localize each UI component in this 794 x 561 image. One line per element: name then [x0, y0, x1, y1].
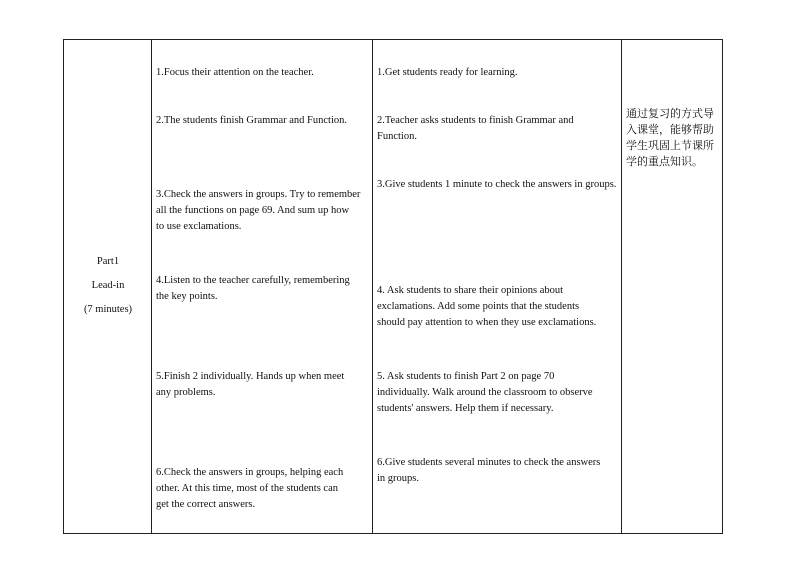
- part-cell: [64, 250, 152, 322]
- student-activity-3: 3.Check the answers in groups. Try to remember all the functions on page 69. And sum up how to use exclamations.: [156, 189, 361, 232]
- student-activity-2: 2.The students finish Grammar and Function.: [156, 115, 348, 126]
- lesson-plan-table: [63, 39, 723, 534]
- column-divider: [621, 40, 622, 533]
- student-activity-6: 6.Check the answers in groups, helping each other. At this time, most of the students can get the correct answers.: [156, 467, 344, 510]
- design-intent-text: 通过复习的方式导 入课堂，能够帮助 学生巩固上节课所 学的重点知识。: [626, 107, 714, 168]
- teacher-activity-5: 5. Ask students to finish Part 2 on page 70 individually. Walk around the classroom to observe students' answers. Help them if necessary.: [377, 371, 593, 414]
- teacher-activity-3: 3.Give students 1 minute to check the answers in groups.: [377, 179, 617, 190]
- part-subtitle: Lead-in: [91, 280, 125, 291]
- part-title: Part1: [96, 256, 120, 267]
- teacher-activity-2: 2.Teacher asks students to finish Grammar and Function.: [377, 115, 574, 142]
- student-activity-4: 4.Listen to the teacher carefully, remembering the key points.: [156, 275, 350, 302]
- teacher-activity-1: 1.Get students ready for learning.: [377, 67, 518, 78]
- student-activity-5: 5.Finish 2 individually. Hands up when meet any problems.: [156, 371, 345, 398]
- part-duration: (7 minutes): [83, 304, 133, 315]
- teacher-activity-6: 6.Give students several minutes to check the answers in groups.: [377, 457, 601, 484]
- teacher-activity-4: 4. Ask students to share their opinions about exclamations. Add some points that the students should pay attention to when they use exclamations.: [377, 285, 597, 328]
- student-activity-1: 1.Focus their attention on the teacher.: [156, 67, 314, 78]
- column-divider: [372, 40, 373, 533]
